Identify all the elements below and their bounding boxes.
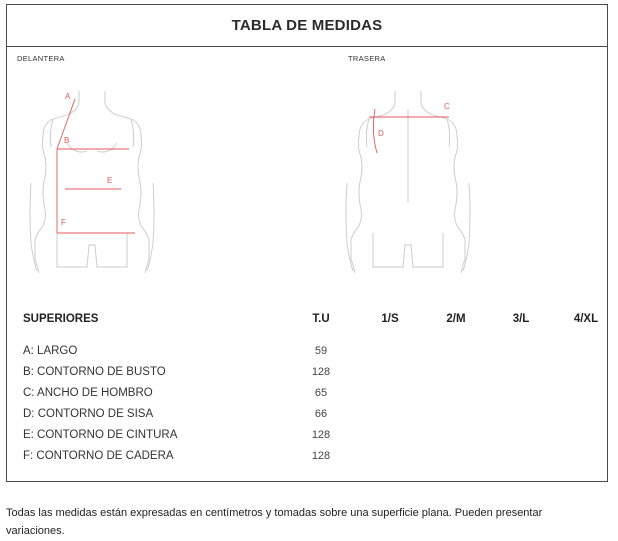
marker-d: D: [378, 129, 384, 138]
front-view-label: DELANTERA: [17, 54, 65, 63]
marker-b: B: [64, 136, 70, 145]
header-superiores: SUPERIORES: [23, 313, 99, 325]
table-row: [23, 408, 603, 429]
table-row: [23, 345, 603, 366]
title-bar: [7, 5, 607, 47]
row-label: E: CONTORNO DE CINTURA: [23, 429, 178, 441]
front-body-outline: [30, 91, 154, 273]
row-label: B: CONTORNO DE BUSTO: [23, 366, 166, 378]
back-body-outline: [346, 91, 470, 273]
page-title: TABLA DE MEDIDAS: [231, 17, 383, 34]
row-value-tu: 128: [311, 429, 331, 441]
measure-line-d: [373, 109, 377, 153]
back-mannequin-figure: [337, 83, 477, 293]
row-value-tu: 66: [314, 408, 328, 420]
table-row: [23, 429, 603, 450]
row-label: C: ANCHO DE HOMBRO: [23, 387, 153, 399]
header-xl: 4/XL: [573, 313, 599, 325]
marker-c: C: [444, 102, 450, 111]
row-value-tu: 65: [314, 387, 328, 399]
row-value-tu: 59: [314, 345, 328, 357]
row-value-tu: 128: [311, 450, 331, 462]
row-label: F: CONTORNO DE CADERA: [23, 450, 174, 462]
marker-e: E: [107, 176, 113, 185]
measurement-note: Todas las medidas están expresadas en centímetros y tomadas sobre una superficie plana. Pueden presentar variaciones.: [6, 507, 543, 537]
table-header-row: [23, 313, 603, 337]
header-m: 2/M: [446, 313, 466, 325]
table-row: [23, 366, 603, 387]
row-label: D: CONTORNO DE SISA: [23, 408, 154, 420]
marker-f: F: [61, 218, 66, 227]
row-value-tu: 128: [311, 366, 331, 378]
size-chart-panel: [6, 4, 608, 482]
table-row: [23, 450, 603, 471]
back-view-label: TRASERA: [348, 54, 386, 63]
header-l: 3/L: [512, 313, 530, 325]
marker-a: A: [65, 92, 71, 101]
header-tu: T.U: [312, 313, 330, 325]
size-table: [23, 313, 603, 471]
front-measure-lines: [57, 99, 135, 233]
front-mannequin-figure: [27, 83, 157, 293]
table-row: [23, 387, 603, 408]
row-label: A: LARGO: [23, 345, 78, 357]
header-s: 1/S: [381, 313, 399, 325]
